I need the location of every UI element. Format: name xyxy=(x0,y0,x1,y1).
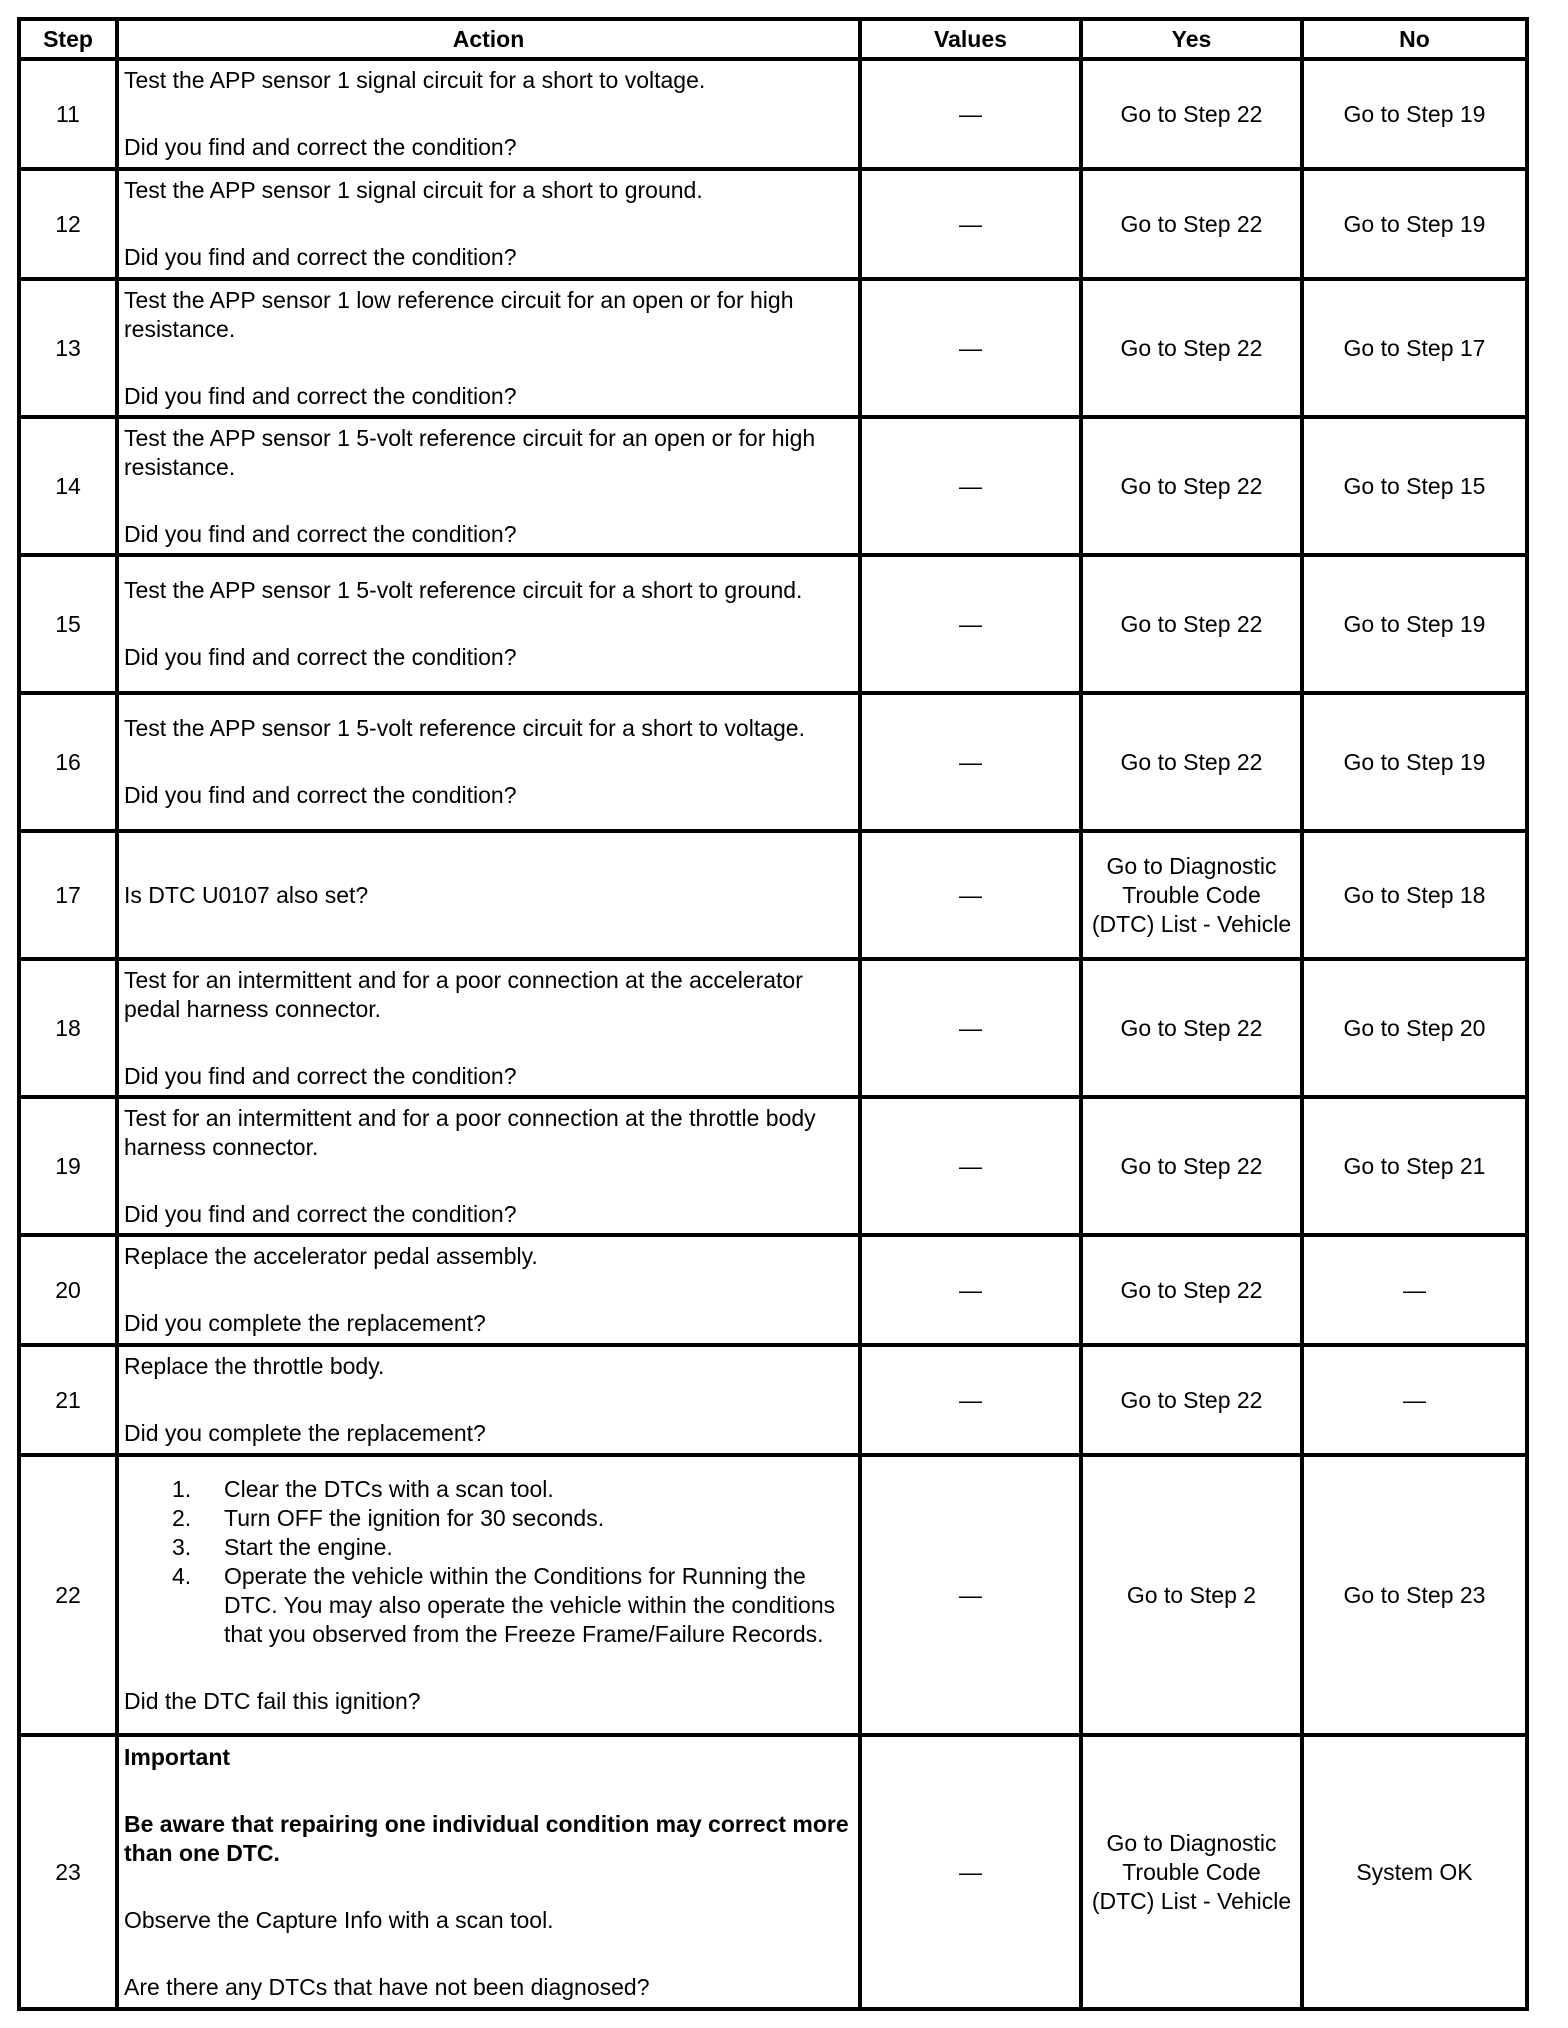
test-text: Observe the Capture Info with a scan tool. xyxy=(124,1906,554,1933)
table-row-step-17 xyxy=(19,831,1527,959)
table-row-step-23 xyxy=(19,1735,1527,2009)
no-cell: Go to Step 19 xyxy=(1302,693,1527,831)
table-row-step-18 xyxy=(19,959,1527,1097)
values-cell: — xyxy=(860,1455,1081,1735)
action-cell xyxy=(117,1735,860,2009)
no-cell: Go to Step 21 xyxy=(1302,1097,1527,1235)
test-text: Test the APP sensor 1 5-volt reference circuit for an open or for high resistance. xyxy=(124,424,816,480)
test-text: Test the APP sensor 1 5-volt reference circuit for a short to ground. xyxy=(124,577,803,603)
yes-cell: Go to Step 22 xyxy=(1081,1345,1302,1455)
yes-cell: Go to Step 22 xyxy=(1081,1235,1302,1345)
question-text: Did the DTC fail this ignition? xyxy=(124,1687,421,1714)
values-cell: — xyxy=(860,1097,1081,1235)
step-number: 13 xyxy=(19,279,117,417)
yes-cell: Go to Step 22 xyxy=(1081,169,1302,279)
important-text: Be aware that repairing one individual condition may correct more than one DTC. xyxy=(124,1810,849,1866)
no-cell: System OK xyxy=(1302,1735,1527,2009)
table-row-step-15 xyxy=(19,555,1527,693)
yes-cell: Go to Step 22 xyxy=(1081,959,1302,1097)
question-text: Did you complete the replacement? xyxy=(124,1310,486,1336)
table-row-step-19 xyxy=(19,1097,1527,1235)
table-row-step-22 xyxy=(19,1455,1527,1735)
yes-cell: Go to Step 22 xyxy=(1081,693,1302,831)
no-cell: Go to Step 18 xyxy=(1302,831,1527,959)
values-cell: — xyxy=(860,59,1081,169)
question-text: Did you complete the replacement? xyxy=(124,1420,486,1446)
values-cell: — xyxy=(860,1735,1081,2009)
procedure-list xyxy=(124,1475,853,1649)
no-cell: Go to Step 20 xyxy=(1302,959,1527,1097)
question-text: Are there any DTCs that have not been diagnosed? xyxy=(124,1973,650,2000)
values-cell: — xyxy=(860,693,1081,831)
action-cell xyxy=(117,1235,860,1345)
no-cell: Go to Step 17 xyxy=(1302,279,1527,417)
list-text: Operate the vehicle within the Conditions for Running the DTC. You may also operate the vehicle within the conditions that you observed from the Freeze Frame/Failure Records. xyxy=(224,1562,836,1647)
test-text: Test the APP sensor 1 signal circuit for a short to ground. xyxy=(124,177,703,203)
action-cell xyxy=(117,555,860,693)
values-cell: — xyxy=(860,555,1081,693)
yes-cell: Go to Step 22 xyxy=(1081,279,1302,417)
action-cell xyxy=(117,417,860,555)
step-number: 15 xyxy=(19,555,117,693)
no-cell: Go to Step 15 xyxy=(1302,417,1527,555)
list-item xyxy=(172,1533,853,1562)
values-cell: — xyxy=(860,959,1081,1097)
list-text: Turn OFF the ignition for 30 seconds. xyxy=(224,1504,605,1531)
yes-cell: Go to Diagnostic Trouble Code (DTC) List - Vehicle xyxy=(1081,831,1302,959)
list-item xyxy=(172,1475,853,1504)
values-cell: — xyxy=(860,1345,1081,1455)
test-text: Replace the throttle body. xyxy=(124,1353,385,1379)
yes-cell: Go to Step 22 xyxy=(1081,59,1302,169)
list-item xyxy=(172,1504,853,1533)
step-number: 16 xyxy=(19,693,117,831)
step-number: 23 xyxy=(19,1735,117,2009)
step-number: 17 xyxy=(19,831,117,959)
question-text: Did you find and correct the condition? xyxy=(124,520,517,547)
header-step: Step xyxy=(19,19,117,59)
values-cell: — xyxy=(860,417,1081,555)
no-cell: Go to Step 19 xyxy=(1302,169,1527,279)
action-cell xyxy=(117,169,860,279)
step-number: 20 xyxy=(19,1235,117,1345)
list-number: 1. xyxy=(172,1475,192,1502)
step-number: 14 xyxy=(19,417,117,555)
question-text: Did you find and correct the condition? xyxy=(124,244,517,270)
yes-cell: Go to Step 2 xyxy=(1081,1455,1302,1735)
list-text: Start the engine. xyxy=(224,1533,393,1560)
test-text: Replace the accelerator pedal assembly. xyxy=(124,1243,538,1269)
test-text: Test for an intermittent and for a poor connection at the accelerator pedal harness connector. xyxy=(124,966,803,1022)
action-cell xyxy=(117,279,860,417)
test-text: Test the APP sensor 1 5-volt reference circuit for a short to voltage. xyxy=(124,715,805,741)
no-cell: — xyxy=(1302,1345,1527,1455)
values-cell: — xyxy=(860,1235,1081,1345)
step-number: 11 xyxy=(19,59,117,169)
header-action: Action xyxy=(117,19,860,59)
yes-cell: Go to Step 22 xyxy=(1081,1097,1302,1235)
table-row-step-20 xyxy=(19,1235,1527,1345)
action-cell xyxy=(117,1345,860,1455)
action-cell xyxy=(117,693,860,831)
header-yes: Yes xyxy=(1081,19,1302,59)
action-cell xyxy=(117,1455,860,1735)
no-cell: Go to Step 23 xyxy=(1302,1455,1527,1735)
yes-cell: Go to Diagnostic Trouble Code (DTC) List - Vehicle xyxy=(1081,1735,1302,2009)
action-cell xyxy=(117,959,860,1097)
no-cell: Go to Step 19 xyxy=(1302,59,1527,169)
question-text: Did you find and correct the condition? xyxy=(124,134,517,160)
list-number: 3. xyxy=(172,1533,192,1560)
test-text: Test the APP sensor 1 low reference circuit for an open or for high resistance. xyxy=(124,286,794,342)
action-cell xyxy=(117,831,860,959)
diagnostic-table xyxy=(17,17,1529,2011)
question-text: Did you find and correct the condition? xyxy=(124,1200,517,1227)
test-text: Test the APP sensor 1 signal circuit for a short to voltage. xyxy=(124,67,706,93)
values-cell: — xyxy=(860,169,1081,279)
step-number: 22 xyxy=(19,1455,117,1735)
step-number: 19 xyxy=(19,1097,117,1235)
table-row-step-16 xyxy=(19,693,1527,831)
question-text: Did you find and correct the condition? xyxy=(124,1062,517,1089)
header-row xyxy=(19,19,1527,59)
no-cell: — xyxy=(1302,1235,1527,1345)
question-text: Did you find and correct the condition? xyxy=(124,644,517,670)
header-no: No xyxy=(1302,19,1527,59)
no-cell: Go to Step 19 xyxy=(1302,555,1527,693)
table-row-step-13 xyxy=(19,279,1527,417)
list-number: 4. xyxy=(172,1562,192,1589)
list-item xyxy=(172,1562,853,1649)
question-text: Did you find and correct the condition? xyxy=(124,782,517,808)
table-row-step-14 xyxy=(19,417,1527,555)
step-number: 12 xyxy=(19,169,117,279)
table-row-step-12 xyxy=(19,169,1527,279)
action-cell xyxy=(117,59,860,169)
list-text: Clear the DTCs with a scan tool. xyxy=(224,1475,554,1502)
values-cell: — xyxy=(860,831,1081,959)
question-text: Is DTC U0107 also set? xyxy=(124,881,369,908)
action-cell xyxy=(117,1097,860,1235)
question-text: Did you find and correct the condition? xyxy=(124,382,517,409)
important-label: Important xyxy=(124,1743,231,1770)
step-number: 21 xyxy=(19,1345,117,1455)
values-cell: — xyxy=(860,279,1081,417)
test-text: Test for an intermittent and for a poor connection at the throttle body harness connector. xyxy=(124,1104,816,1160)
header-values: Values xyxy=(860,19,1081,59)
step-number: 18 xyxy=(19,959,117,1097)
table-row-step-11 xyxy=(19,59,1527,169)
yes-cell: Go to Step 22 xyxy=(1081,555,1302,693)
yes-cell: Go to Step 22 xyxy=(1081,417,1302,555)
table-row-step-21 xyxy=(19,1345,1527,1455)
list-number: 2. xyxy=(172,1504,192,1531)
